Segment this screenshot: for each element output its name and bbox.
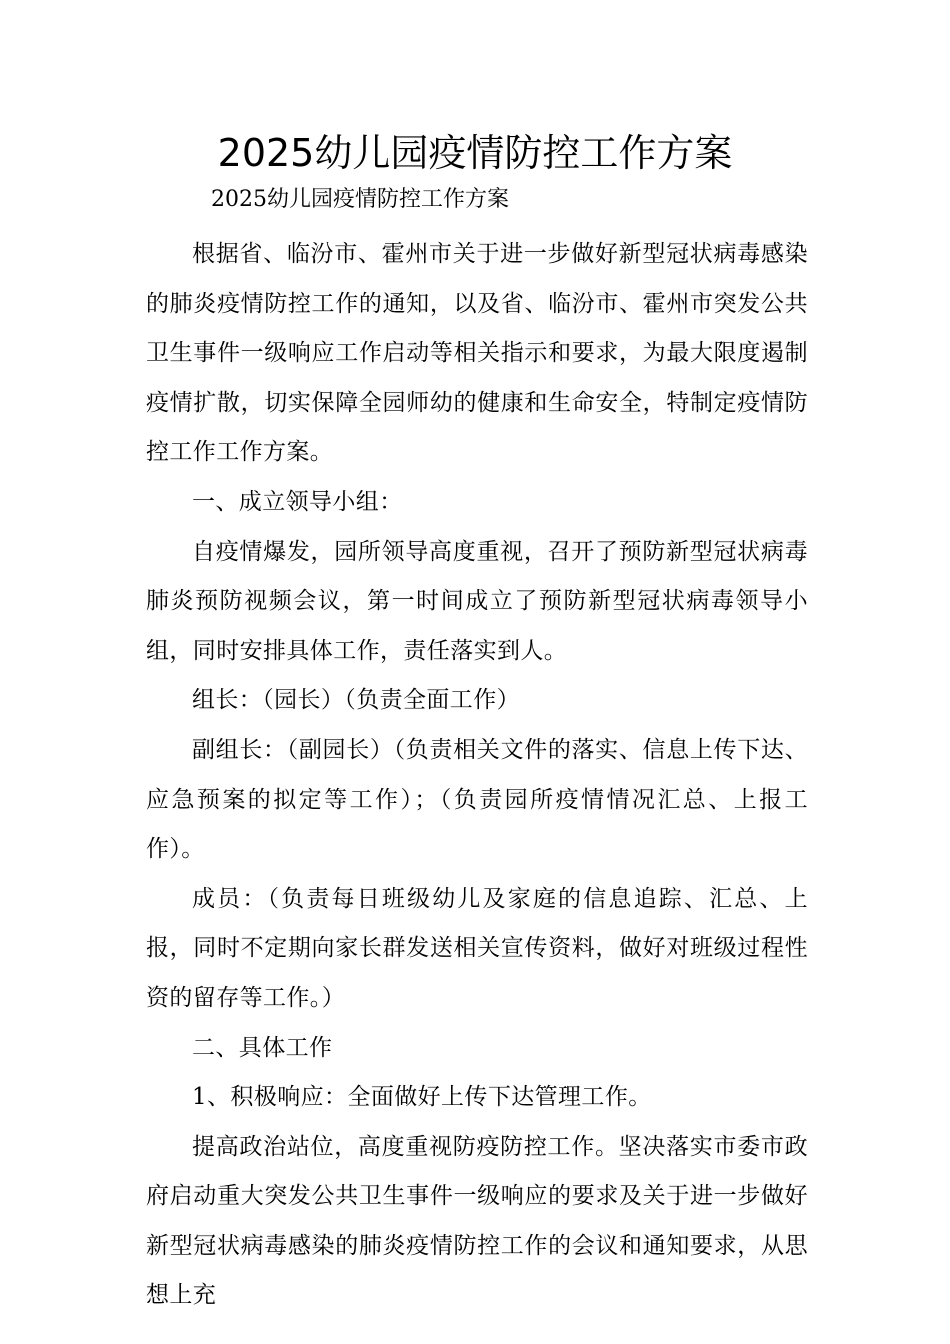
document-subtitle: 2025幼儿园疫情防控工作方案 [211, 187, 509, 212]
subheading-active-response: 1、积极响应：全面做好上传下达管理工作。 [192, 1084, 652, 1111]
paragraph-members: 成员：（负责每日班级幼儿及家庭的信息追踪、汇总、上报，同时不定期向家长群发送相关宣传资料，做好对班级过程性资的留存等工作。） [146, 885, 808, 1011]
document-body [146, 230, 808, 1321]
paragraph-leader: 组长：（园长）（负责全面工作） [192, 687, 520, 714]
heading-leadership-group: 一、成立领导小组： [192, 488, 403, 515]
heading-specific-work: 二、具体工作 [192, 1034, 333, 1061]
paragraph-deputy-leader: 副组长：（副园长）（负责相关文件的落实、信息上传下达、应急预案的拟定等工作）；（负责园所疫情情况汇总、上报工作）。 [146, 736, 808, 863]
paragraph-political-stance: 提高政治站位，高度重视防疫防控工作。坚决落实市委市政府启动重大突发公共卫生事件一级响应的要求及关于进一步做好新型冠状病毒感染的肺炎疫情防控工作的会议和通知要求，从思想上充 [146, 1133, 808, 1309]
document-title: 2025幼儿园疫情防控工作方案 [217, 131, 733, 175]
paragraph-intro: 根据省、临汾市、霍州市关于进一步做好新型冠状病毒感染的肺炎疫情防控工作的通知，以及省、临汾市、霍州市突发公共卫生事件一级响应工作启动等相关指示和要求，为最大限度遏制疫情扩散，切实保障全园师幼的健康和生命安全，特制定疫情防控工作工作方案。 [146, 241, 808, 466]
paragraph-leadership: 自疫情爆发，园所领导高度重视，召开了预防新型冠状病毒肺炎预防视频会议，第一时间成立了预防新型冠状病毒领导小组，同时安排具体工作，责任落实到人。 [146, 538, 808, 664]
